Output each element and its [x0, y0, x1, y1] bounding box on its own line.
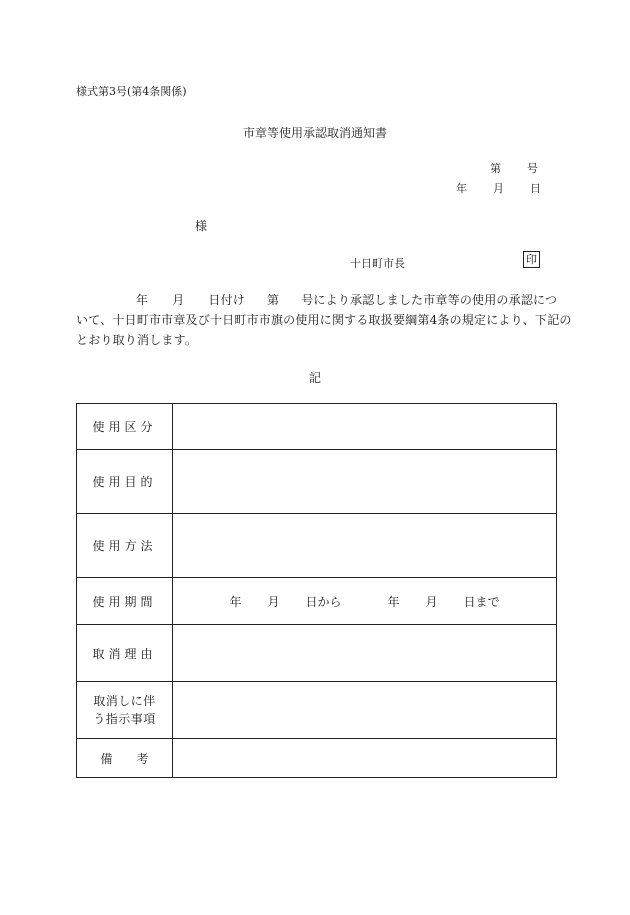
label-remarks: 備 考 — [77, 739, 173, 778]
table-row — [77, 625, 557, 682]
label-usage-period: 使用期間 — [77, 578, 173, 625]
table-row — [77, 514, 557, 578]
table-row — [77, 682, 557, 739]
date-day: 日 — [530, 182, 541, 195]
period-end-month: 月 — [425, 594, 438, 609]
record-table — [76, 403, 557, 778]
seal-mark: 印 — [523, 251, 540, 268]
body-number-prefix: 第 — [267, 293, 280, 307]
number-prefix: 第 — [490, 162, 501, 175]
usage-period-range — [173, 593, 556, 610]
body-line-1-rest: 号により承認しました市章等の使用の承認につ — [301, 293, 558, 307]
value-instructions[interactable] — [173, 682, 557, 739]
value-usage-period[interactable] — [173, 578, 557, 625]
label-usage-method: 使用方法 — [77, 514, 173, 578]
table-row — [77, 578, 557, 625]
number-suffix: 号 — [527, 162, 538, 175]
date-year: 年 — [456, 182, 467, 195]
label-usage-purpose: 使用目的 — [77, 450, 173, 514]
period-end-year: 年 — [387, 594, 400, 609]
issue-date — [456, 180, 541, 196]
label-usage-category: 使用区分 — [77, 404, 173, 450]
table-row — [77, 739, 557, 778]
value-usage-method[interactable] — [173, 514, 557, 578]
recipient-honorific: 様 — [195, 219, 208, 233]
body-text — [76, 290, 572, 350]
document-title: 市章等使用承認取消通知書 — [242, 126, 387, 140]
body-line-1 — [76, 290, 556, 310]
body-line-2: いて、十日町市市章及び十日町市市旗の使用に関する取扱要綱第4条の規定により、下記の — [76, 313, 572, 327]
value-usage-purpose[interactable] — [173, 450, 557, 514]
body-year: 年 — [136, 293, 149, 307]
label-instructions-line-1: 取消しに伴 — [93, 694, 156, 708]
period-start-month: 月 — [267, 594, 280, 609]
value-remarks[interactable] — [173, 739, 557, 778]
table-row — [77, 450, 557, 514]
value-cancellation-reason[interactable] — [173, 625, 557, 682]
table-row — [77, 404, 557, 450]
period-start-day: 日から — [305, 594, 342, 609]
sender-name: 十日町市長 — [350, 257, 405, 270]
body-line-3: とおり取り消します。 — [76, 333, 198, 347]
date-month: 月 — [493, 182, 504, 195]
reference-number — [490, 160, 538, 176]
period-end-day: 日まで — [463, 594, 500, 609]
period-start-year: 年 — [229, 594, 242, 609]
form-number: 様式第3号(第4条関係) — [76, 85, 187, 98]
label-instructions-line-2: う指示事項 — [93, 712, 156, 726]
body-date-suffix: 日付け — [208, 293, 246, 307]
label-cancellation-reason: 取消理由 — [77, 625, 173, 682]
label-instructions — [77, 682, 173, 739]
body-month: 月 — [172, 293, 185, 307]
value-usage-category[interactable] — [173, 404, 557, 450]
ki-heading: 記 — [308, 371, 321, 385]
